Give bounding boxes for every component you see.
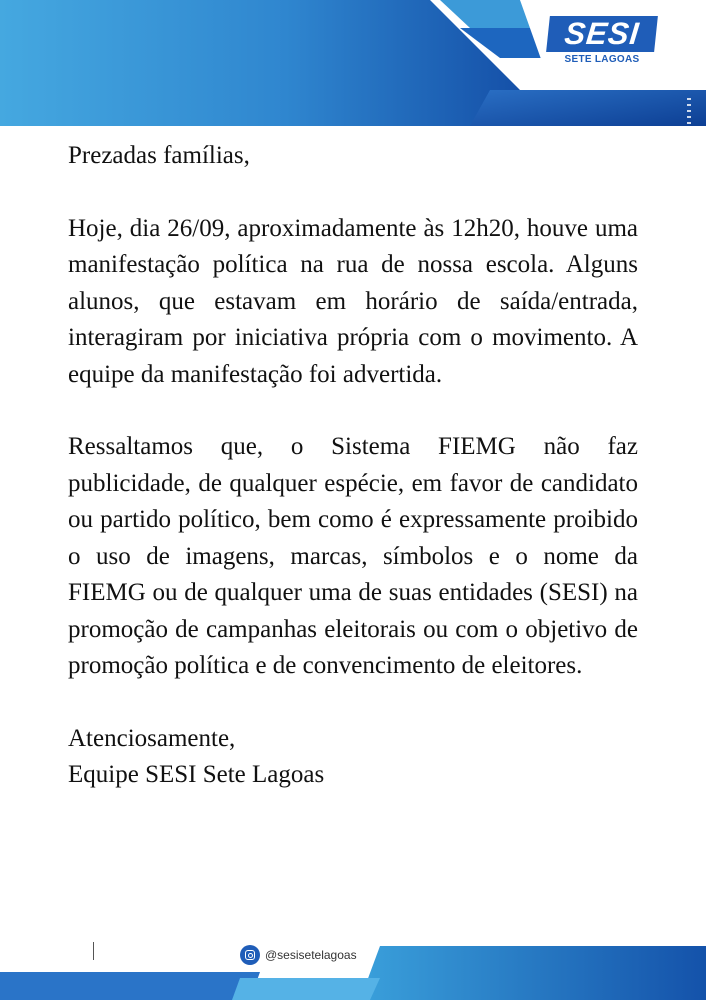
instagram-handle: @sesisetelagoas bbox=[265, 948, 357, 962]
sesi-logo bbox=[548, 16, 656, 68]
greeting: Prezadas famílias, bbox=[68, 142, 250, 169]
logo-subtitle: SETE LAGOAS bbox=[564, 54, 640, 65]
instagram-icon bbox=[240, 945, 260, 965]
signature: Equipe SESI Sete Lagoas bbox=[68, 761, 325, 788]
decorative-dots bbox=[687, 98, 693, 128]
social-handle[interactable] bbox=[240, 944, 357, 966]
letter-body bbox=[68, 138, 638, 794]
footer-divider bbox=[93, 942, 94, 960]
closing: Atenciosamente, bbox=[68, 724, 236, 752]
paragraph-incident: Hoje, dia 26/09, aproximadamente às 12h20, houve uma manifestação política na rua de nossa escola. Alguns alunos, que estavam em horário de saída/entrada, interagiram por iniciativa própria com o movimento. A equipe da manifestação foi advertida. bbox=[68, 214, 638, 388]
paragraph-policy: Ressaltamos que, o Sistema FIEMG não faz publicidade, de qualquer espécie, em favor de candidato ou partido político, bem como é expressamente proibido o uso de imagens, marcas, símbolos e o nome da FIEMG ou de qualquer uma de suas entidades (SESI) na promoção de campanhas eleitorais ou com o objetivo de promoção política e de convencimento de eleitores. bbox=[68, 433, 638, 679]
logo-wordmark: SESI bbox=[546, 16, 658, 52]
